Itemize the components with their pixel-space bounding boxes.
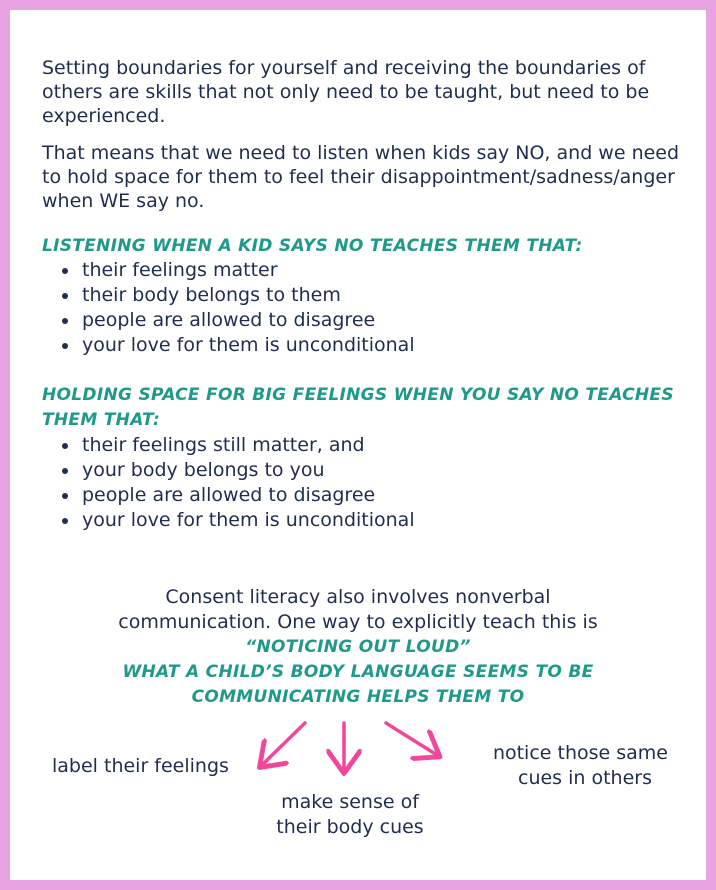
consent-highlight-3: COMMUNICATING HELPS THEM TO: [191, 687, 525, 707]
section2-heading-line2: THEM THAT:: [42, 410, 161, 430]
arrow-right-icon: [386, 723, 437, 755]
list-item-text: their body belongs to them: [82, 284, 341, 306]
section1-heading: LISTENING WHEN A KID SAYS NO TEACHES THEM THAT:: [42, 236, 583, 256]
outcome-notice-cues-line1: notice those same: [492, 742, 668, 764]
list-item-text: people are allowed to disagree: [82, 309, 376, 331]
outcome-label-feelings: label their feelings: [52, 755, 229, 777]
consent-line-2: communication. One way to explicitly teach this is: [118, 611, 598, 633]
list-item-text: your body belongs to you: [82, 459, 325, 481]
outcome-body-cues-line1: make sense of: [281, 791, 419, 813]
intro-paragraph-1: Setting boundaries for yourself and receiving the boundaries of others are skills that not only need to be taught, but need to be experienced.: [42, 57, 650, 127]
list-item-text: your love for them is unconditional: [82, 509, 415, 531]
outcome-body-cues-line2: their body cues: [276, 816, 424, 838]
list-item-text: people are allowed to disagree: [82, 484, 376, 506]
list-item-text: their feelings still matter, and: [82, 434, 365, 456]
consent-highlight-2: WHAT A CHILD’S BODY LANGUAGE SEEMS TO BE: [122, 662, 594, 682]
arrow-left-icon: [262, 723, 305, 765]
section2-heading-line1: HOLDING SPACE FOR BIG FEELINGS WHEN YOU SAY NO TEACHES: [42, 385, 674, 405]
intro-paragraph-2: That means that we need to listen when kids say NO, and we need to hold space for them to feel their disappointment/sadness/anger when WE say no.: [42, 142, 680, 212]
list-item-text: their feelings matter: [82, 259, 278, 281]
consent-line-1: Consent literacy also involves nonverbal: [165, 586, 551, 608]
outcome-notice-cues-line2: cues in others: [518, 767, 652, 789]
list-item-text: your love for them is unconditional: [82, 334, 415, 356]
consent-highlight-1: “NOTICING OUT LOUD”: [245, 637, 471, 657]
